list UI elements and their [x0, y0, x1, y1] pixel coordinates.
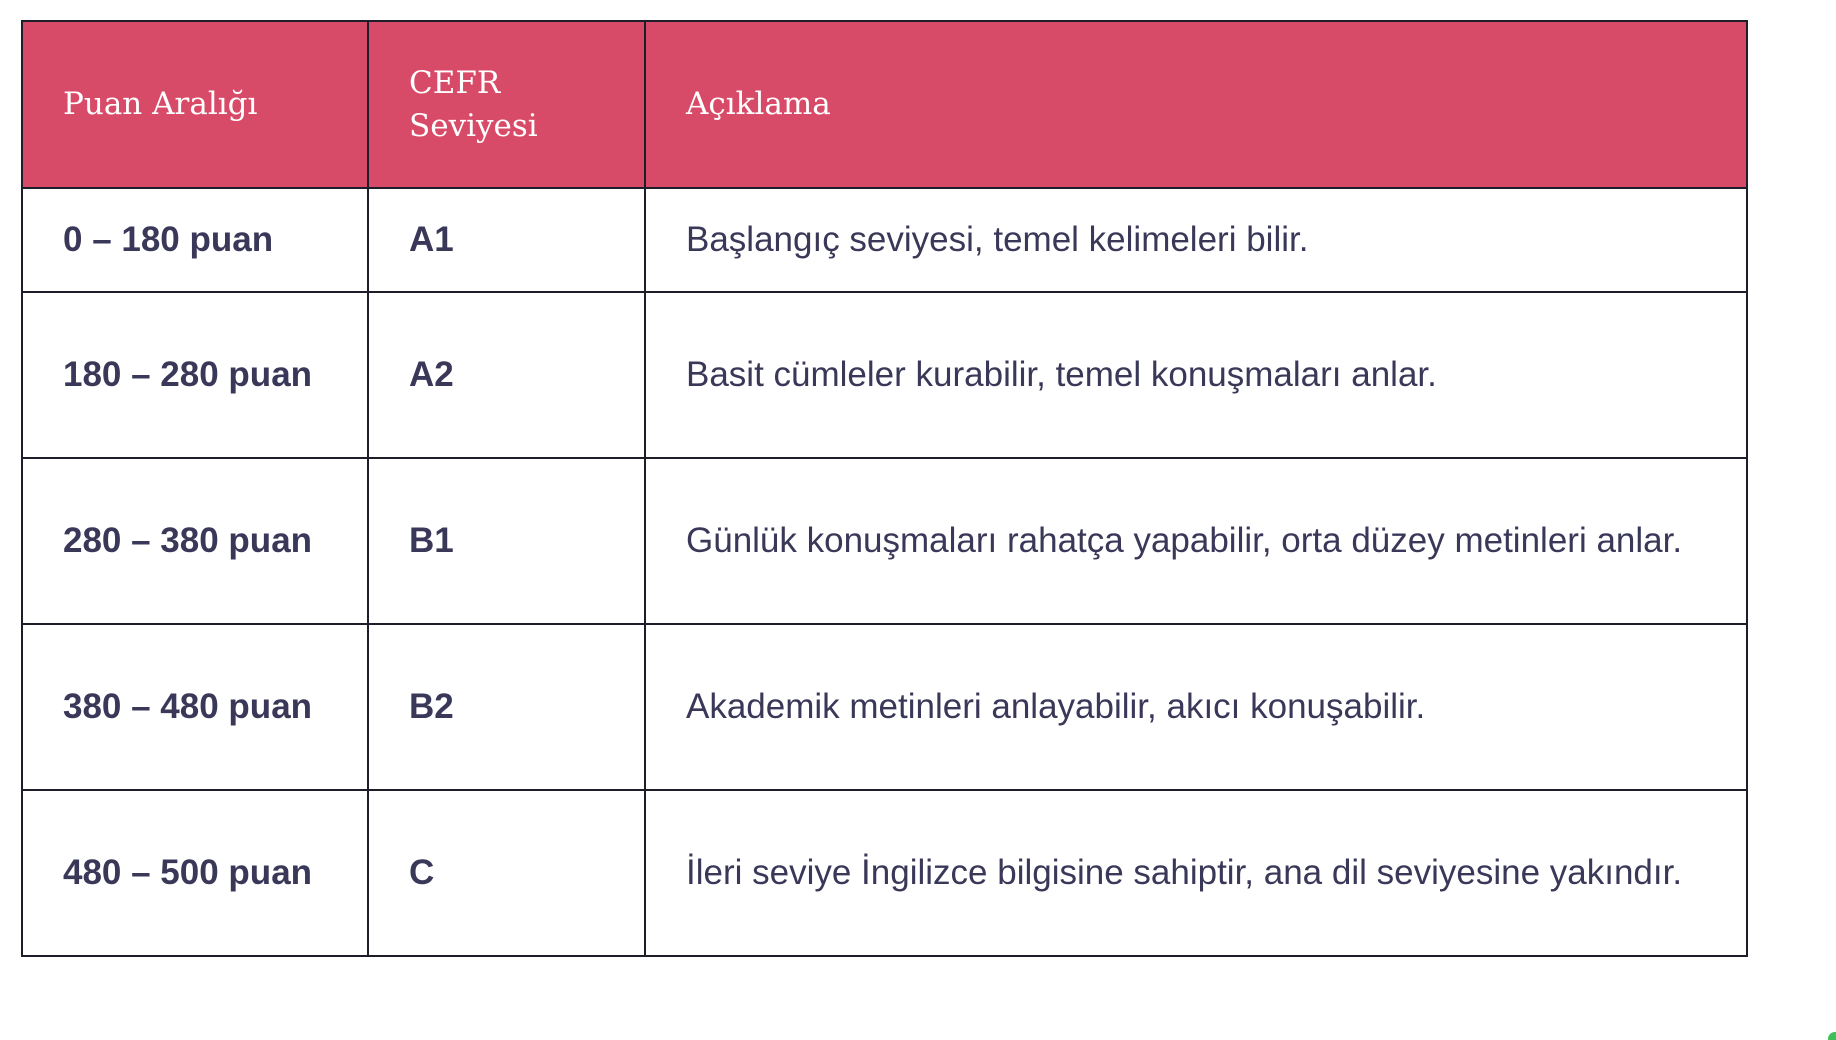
header-score-range: Puan Aralığı [22, 21, 368, 188]
cefr-level-cell: A2 [368, 292, 645, 458]
description-cell: Başlangıç seviyesi, temel kelimeleri bilir. [645, 188, 1747, 292]
corner-accent-shape [1828, 1032, 1836, 1040]
table-row [22, 188, 1747, 292]
score-range-cell: 380 – 480 puan [22, 624, 368, 790]
header-cefr-level: CEFR Seviyesi [368, 21, 645, 188]
description-cell: İleri seviye İngilizce bilgisine sahiptir, ana dil seviyesine yakındır. [645, 790, 1747, 956]
table-row [22, 790, 1747, 956]
table-header-row [22, 21, 1747, 188]
table-row [22, 292, 1747, 458]
cefr-level-cell: A1 [368, 188, 645, 292]
cefr-level-cell: B2 [368, 624, 645, 790]
cefr-level-cell: C [368, 790, 645, 956]
table-row [22, 458, 1747, 624]
score-level-table [21, 20, 1748, 957]
description-cell: Günlük konuşmaları rahatça yapabilir, orta düzey metinleri anlar. [645, 458, 1747, 624]
score-range-cell: 480 – 500 puan [22, 790, 368, 956]
score-range-cell: 180 – 280 puan [22, 292, 368, 458]
score-range-cell: 0 – 180 puan [22, 188, 368, 292]
header-description: Açıklama [645, 21, 1747, 188]
table-row [22, 624, 1747, 790]
description-cell: Basit cümleler kurabilir, temel konuşmaları anlar. [645, 292, 1747, 458]
description-cell: Akademik metinleri anlayabilir, akıcı konuşabilir. [645, 624, 1747, 790]
cefr-level-cell: B1 [368, 458, 645, 624]
score-range-cell: 280 – 380 puan [22, 458, 368, 624]
